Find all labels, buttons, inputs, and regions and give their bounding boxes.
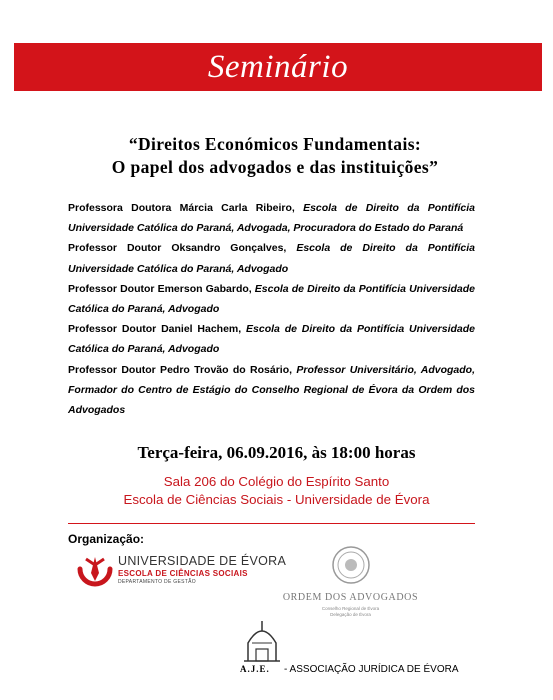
speaker-item	[68, 360, 475, 421]
event-title	[40, 133, 510, 179]
event-title-line1: “Direitos Económicos Fundamentais:	[128, 134, 422, 154]
oa-sub2: Delegação de Évora	[330, 612, 371, 617]
ue-school: ESCOLA DE CIÊNCIAS SOCIAIS	[118, 569, 248, 578]
speaker-item	[68, 238, 475, 278]
speaker-name: Professor Doutor Oksandro Gonçalves,	[68, 242, 287, 255]
universidade-evora-logo-icon	[74, 551, 116, 589]
speaker-affiliation: Professor Universitário, Advogado, Formador do Centro de Estágio do Conselho Regional de Évora da Ordem dos Advogados	[68, 363, 475, 417]
speaker-list	[68, 198, 475, 420]
event-title-line2: O papel dos advogados e das instituições”	[111, 157, 439, 177]
banner-title: Seminário	[207, 48, 349, 85]
speaker-item	[68, 198, 475, 238]
venue-school: Escola de Ciências Sociais - Universidade de Évora	[123, 492, 430, 507]
speaker-name: Professora Doutora Márcia Carla Ribeiro,	[68, 202, 295, 214]
organization-label: Organização:	[68, 532, 145, 546]
aje-building-icon	[238, 615, 286, 663]
venue-room: Sala 206 do Colégio do Espírito Santo	[163, 474, 390, 489]
aje-abbr: A.J.E.	[240, 664, 270, 674]
seal-icon	[331, 545, 371, 585]
event-venue	[0, 473, 553, 509]
oa-name: ORDEM DOS ADVOGADOS	[282, 592, 419, 603]
ordem-advogados-logo	[268, 545, 433, 618]
speaker-name: Professor Doutor Emerson Gabardo,	[68, 282, 252, 295]
speaker-affiliation: Escola de Direito da Pontifícia Universidade Católica do Paraná, Advogado	[68, 242, 476, 275]
speaker-affiliation: Escola de Direito da Pontifícia Universidade Católica do Paraná, Advogado	[68, 323, 476, 356]
oa-sub1: Conselho Regional de Évora	[321, 606, 380, 611]
speaker-name: Professor Doutor Pedro Trovão do Rosário,	[68, 363, 293, 376]
ue-name: UNIVERSIDADE DE ÉVORA	[118, 554, 287, 568]
event-date: Terça-feira, 06.09.2016, às 18:00 horas	[137, 443, 416, 462]
speaker-affiliation: Escola de Direito da Pontifícia Universidade Católica do Paraná, Advogada, Procuradora do Estado do Paraná	[68, 202, 475, 235]
ue-dept: DEPARTAMENTO DE GESTÃO	[118, 579, 196, 585]
speaker-item	[68, 279, 475, 319]
aje-name: - ASSOCIAÇÃO JURÍDICA DE ÉVORA	[284, 664, 459, 675]
oa-sub	[268, 606, 433, 618]
divider	[68, 523, 475, 524]
speaker-name: Professor Doutor Daniel Hachem,	[68, 323, 242, 336]
speaker-item	[68, 319, 475, 359]
speaker-affiliation: Escola de Direito da Pontifícia Universidade Católica do Paraná, Advogado	[68, 282, 476, 316]
seminar-banner	[14, 43, 542, 91]
universidade-evora-text	[118, 554, 286, 585]
